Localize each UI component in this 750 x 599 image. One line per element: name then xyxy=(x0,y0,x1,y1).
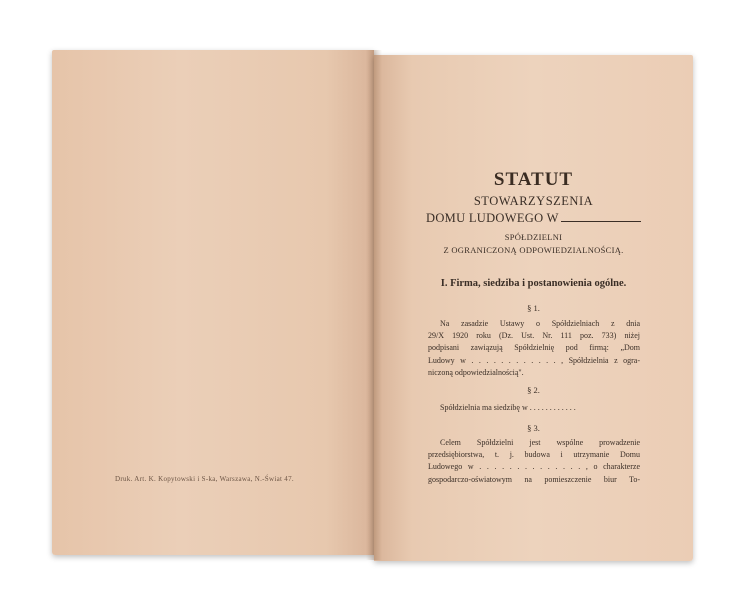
document-subtitle-association: STOWARZYSZENIA xyxy=(473,194,594,208)
paragraph-3-line: Celem Spółdzielni jest wspólne prowadzenie xyxy=(440,438,640,447)
fill-in-blank xyxy=(561,212,641,222)
paragraph-mark-2: § 2. xyxy=(527,385,540,395)
paragraph-1-line: niczoną odpowiedzialnością". xyxy=(428,367,524,377)
paragraph-1-line: Ludowy w . . . . . . . . . . . . , Spółdzielnia z ogra- xyxy=(428,355,640,365)
paragraph-mark-1: § 1. xyxy=(527,303,540,313)
document-subtitle-cooperative: SPÓŁDZIELNI xyxy=(504,232,563,242)
printer-imprint: Druk. Art. K. Kopytowski i S-ka, Warszawa, N.-Świat 47. xyxy=(115,475,294,483)
paragraph-1-line: podpisani zawiązują Spółdzielnię pod firmą: „Dom xyxy=(428,343,640,353)
subtitle-house-text: DOMU LUDOWEGO W xyxy=(426,211,559,225)
section-heading: I. Firma, siedziba i postanowienia ogólne. xyxy=(440,278,627,289)
paragraph-1-line: Na zasadzie Ustawy o Spółdzielniach z dnia xyxy=(440,319,640,328)
paragraph-3 xyxy=(428,437,640,486)
paragraph-2-line: Spółdzielnia ma siedzibę w . . . . . . . . . . . . xyxy=(440,403,576,412)
paragraph-2 xyxy=(428,402,640,414)
paragraph-1 xyxy=(428,318,640,379)
paragraph-3-line: gospodarczo-oświatowym na pomieszczenie biur To- xyxy=(428,474,640,484)
right-page-content xyxy=(374,55,693,561)
paragraph-1-line: 29/X 1920 roku (Dz. Ust. Nr. 111 poz. 733) niżej xyxy=(428,331,640,341)
document-subtitle-liability: Z OGRANICZONĄ ODPOWIEDZIALNOŚCIĄ. xyxy=(443,245,624,255)
paragraph-mark-3: § 3. xyxy=(527,423,540,433)
document-subtitle-house xyxy=(426,211,641,226)
document-title: STATUT xyxy=(493,169,574,190)
paragraph-3-line: Ludowego w . . . . . . . . . . . . . . , o charakterze xyxy=(428,462,640,472)
paragraph-3-line: przedsiębiorstwa, t. j. budowa i utrzymanie Domu xyxy=(428,450,640,460)
